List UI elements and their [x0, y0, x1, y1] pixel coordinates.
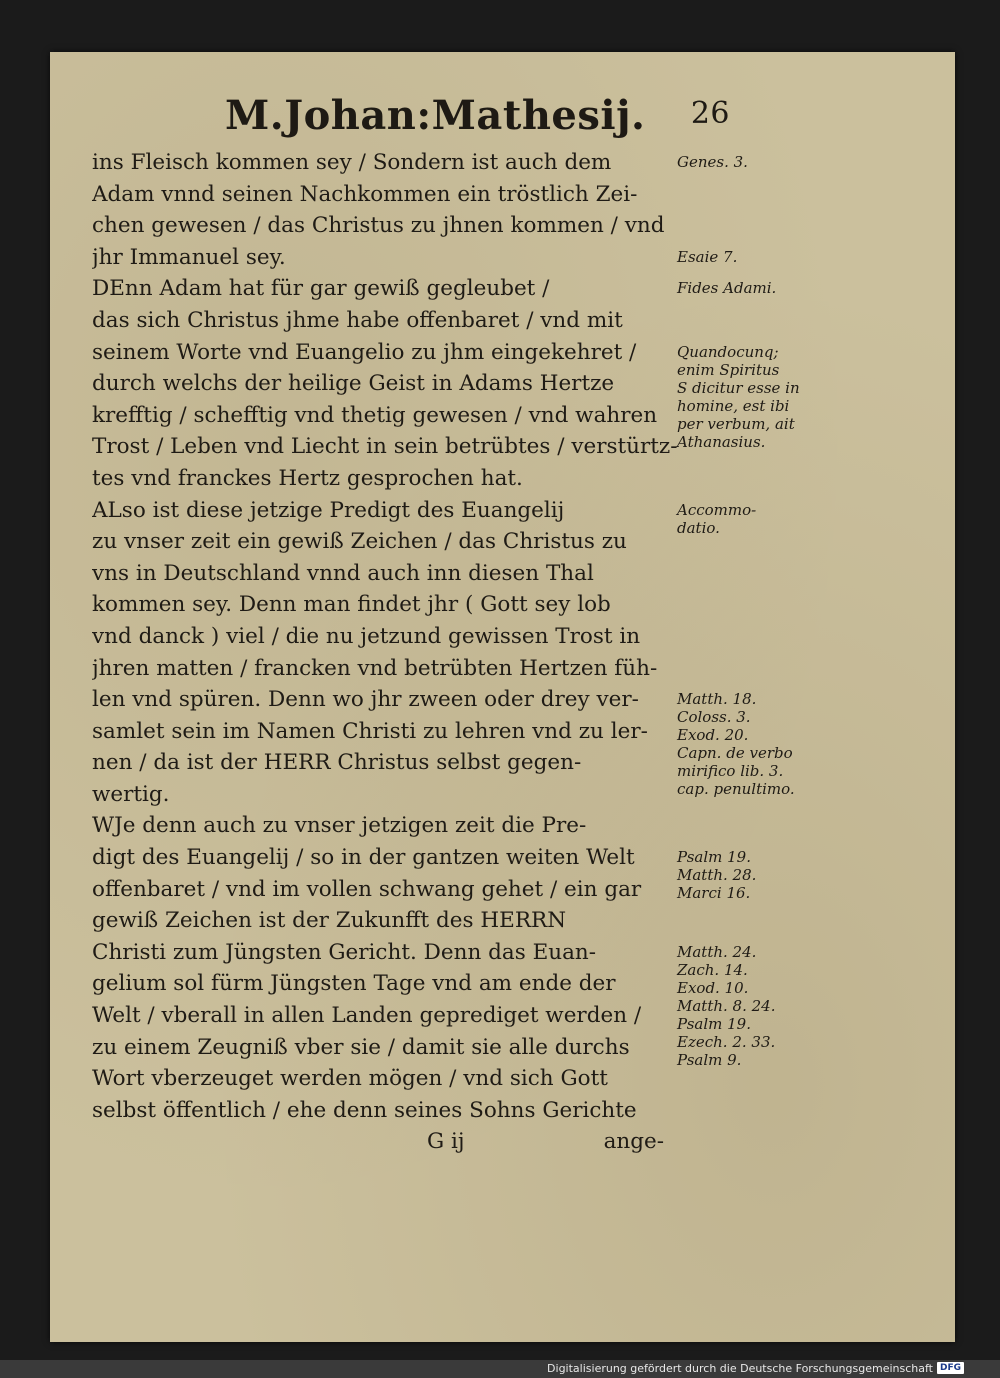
- text-line: das sich Christus jhme habe offenbaret / vnd mit: [92, 307, 623, 333]
- text-line: chen gewesen / das Christus zu jhnen kommen / vnd: [92, 213, 665, 239]
- text-line: zu einem Zeugniß vber sie / damit sie alle durchs: [92, 1034, 630, 1060]
- running-title: M.Johan:Mathesij.: [225, 92, 646, 139]
- catchword: ange-: [603, 1129, 664, 1154]
- text-line: durch welchs der heilige Geist in Adams Hertze: [92, 371, 615, 397]
- text-line: digt des Euangelij / so in der gantzen weiten Welt: [92, 845, 635, 871]
- credit-text: Digitalisierung gefördert durch die Deutsche Forschungsgemeinschaft: [547, 1361, 933, 1375]
- text-line: Christi zum Jüngsten Gericht. Denn das Euan-: [92, 939, 597, 965]
- text-line: zu vnser zeit ein gewiß Zeichen / das Christus zu: [92, 529, 627, 555]
- signature-mark: G ij: [427, 1129, 465, 1154]
- margin-note: Esaie 7.: [677, 247, 738, 266]
- text-line: WJe denn auch zu vnser jetzigen zeit die Pre-: [92, 813, 587, 839]
- text-line: wertig.: [92, 781, 170, 807]
- margin-note: Matth. 18. Coloss. 3. Exod. 20. Capn. de verbo mirifico lib. 3. cap. penultimo.: [677, 690, 795, 799]
- text-line: DEnn Adam hat für gar gewiß gegleubet /: [92, 276, 550, 302]
- dfg-logo: DFG: [937, 1362, 964, 1374]
- text-line: offenbaret / vnd im vollen schwang gehet / ein gar: [92, 876, 642, 902]
- text-line: vns in Deutschland vnnd auch inn diesen Thal: [92, 560, 594, 586]
- page-footer-line: [92, 1129, 664, 1163]
- text-line: Wort vberzeuget werden mögen / vnd sich Gott: [92, 1066, 608, 1092]
- margin-note: Genes. 3.: [677, 153, 748, 171]
- book-page: [50, 52, 955, 1342]
- page-number: 26: [690, 96, 730, 131]
- text-line: kommen sey. Denn man findet jhr ( Gott sey lob: [92, 592, 611, 618]
- text-line: Trost / Leben vnd Liecht in sein betrübtes / verstürtz-: [92, 434, 678, 460]
- text-line: Welt / vberall in allen Landen geprediget werden /: [92, 1003, 642, 1029]
- text-line: len vnd spüren. Denn wo jhr zween oder drey ver-: [92, 687, 639, 713]
- margin-note: Psalm 19. Matth. 28. Marci 16.: [677, 848, 757, 903]
- text-line: jhr Immanuel sey.: [92, 244, 286, 270]
- text-line: nen / da ist der HERR Christus selbst gegen-: [92, 750, 582, 776]
- main-text-block: [92, 147, 722, 1126]
- margin-note: Fides Adami.: [677, 279, 777, 298]
- text-line: samlet sein im Namen Christi zu lehren vnd zu ler-: [92, 718, 648, 744]
- digitization-credit: [547, 1360, 964, 1376]
- margin-note: Matth. 24. Zach. 14. Exod. 10. Matth. 8. 24. Psalm 19. Ezech. 2. 33. Psalm 9.: [677, 943, 776, 1069]
- text-line: jhren matten / francken vnd betrübten Hertzen füh-: [92, 655, 658, 681]
- text-line: Adam vnnd seinen Nachkommen ein tröstlich Zei-: [92, 181, 638, 207]
- text-line: gelium sol fürm Jüngsten Tage vnd am ende der: [92, 971, 616, 997]
- text-line: ins Fleisch kommen sey / Sondern ist auch dem: [92, 150, 612, 175]
- text-line: selbst öffentlich / ehe denn seines Sohns Gerichte: [92, 1097, 637, 1123]
- margin-note: Accommo- datio.: [677, 500, 757, 537]
- text-line: gewiß Zeichen ist der Zukunfft des HERRN: [92, 908, 567, 934]
- text-line: ALso ist diese jetzige Predigt des Euangelij: [92, 497, 565, 523]
- text-line: vnd danck ) viel / die nu jetzund gewissen Trost in: [92, 623, 641, 649]
- margin-note: Quandocunq; enim Spiritus S dicitur esse in homine, est ibi per verbum, ait Athanasius.: [677, 342, 800, 451]
- text-line: tes vnd franckes Hertz gesprochen hat.: [92, 465, 523, 491]
- text-line: krefftig / schefftig vnd thetig gewesen / vnd wahren: [92, 402, 658, 428]
- text-line: seinem Worte vnd Euangelio zu jhm eingekehret /: [92, 339, 637, 365]
